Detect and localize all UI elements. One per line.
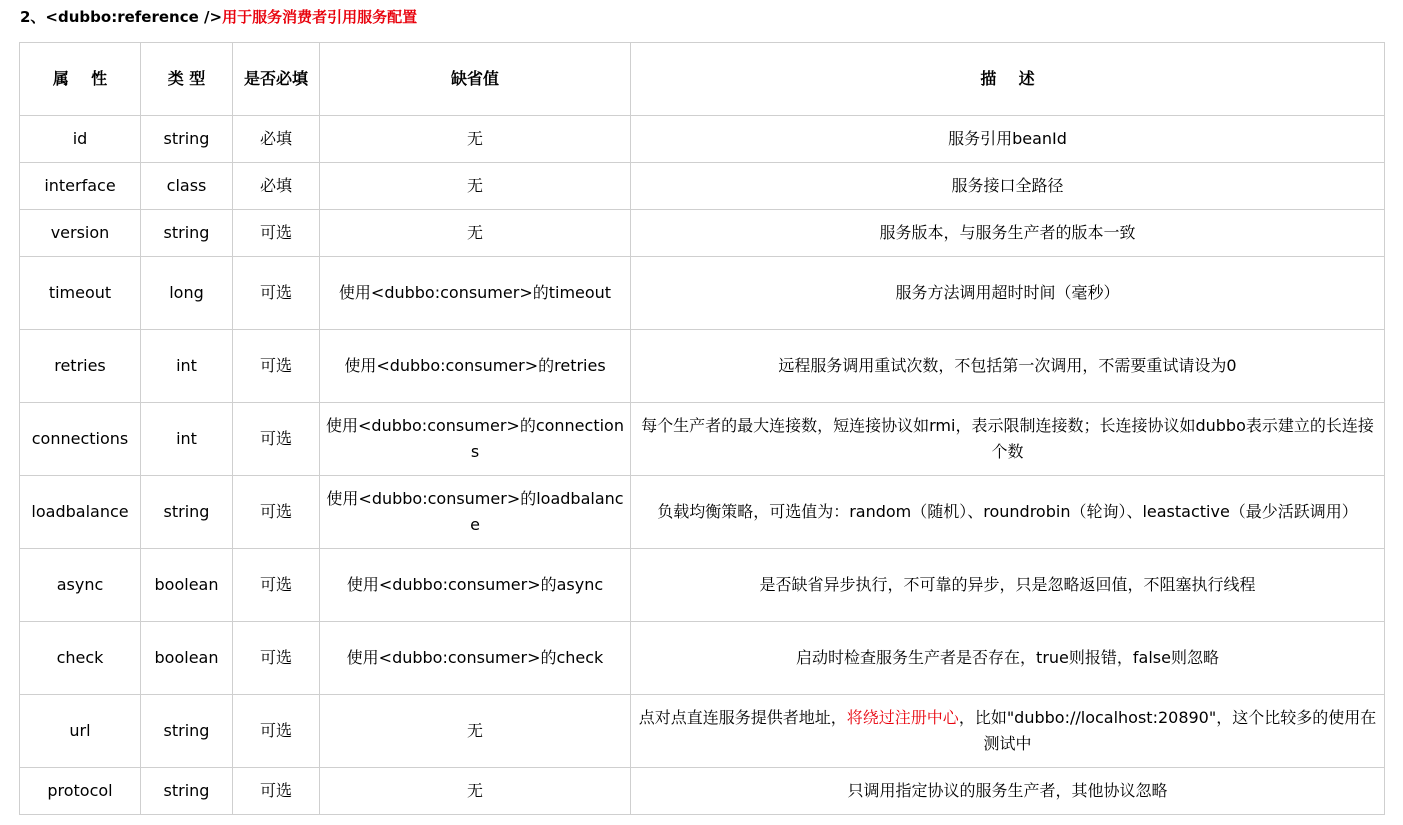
reference-attributes-table xyxy=(19,42,1385,815)
table-row xyxy=(20,257,1385,330)
cell-required: 可选 xyxy=(233,210,320,257)
cell-default: 无 xyxy=(320,210,631,257)
heading-prefix: 2、<dubbo:reference /> xyxy=(20,8,223,26)
table-row xyxy=(20,116,1385,163)
header-default: 缺省值 xyxy=(320,43,631,116)
header-description: 描 述 xyxy=(631,43,1385,116)
cell-type: int xyxy=(141,330,233,403)
cell-type: class xyxy=(141,163,233,210)
cell-required: 可选 xyxy=(233,330,320,403)
cell-default: 无 xyxy=(320,116,631,163)
table-row xyxy=(20,476,1385,549)
section-heading xyxy=(20,6,417,28)
cell-required: 可选 xyxy=(233,257,320,330)
cell-attribute: check xyxy=(20,622,141,695)
header-attribute: 属 性 xyxy=(20,43,141,116)
cell-description: 服务版本，与服务生产者的版本一致 xyxy=(631,210,1385,257)
cell-attribute: version xyxy=(20,210,141,257)
cell-type: boolean xyxy=(141,549,233,622)
table-row xyxy=(20,768,1385,815)
cell-default: 使用<dubbo:consumer>的check xyxy=(320,622,631,695)
table-row xyxy=(20,695,1385,768)
description-highlight: 将绕过注册中心 xyxy=(846,708,959,727)
heading-title: 用于服务消费者引用服务配置 xyxy=(222,8,418,26)
cell-required: 必填 xyxy=(233,163,320,210)
cell-description: 负载均衡策略，可选值为：random（随机）、roundrobin（轮询）、leastactive（最少活跃调用） xyxy=(631,476,1385,549)
cell-type: long xyxy=(141,257,233,330)
cell-required: 可选 xyxy=(233,622,320,695)
cell-description: 启动时检查服务生产者是否存在，true则报错，false则忽略 xyxy=(631,622,1385,695)
cell-attribute: timeout xyxy=(20,257,141,330)
cell-description: 服务引用beanId xyxy=(631,116,1385,163)
cell-type: string xyxy=(141,116,233,163)
header-type: 类 型 xyxy=(141,43,233,116)
cell-attribute: retries xyxy=(20,330,141,403)
cell-required: 可选 xyxy=(233,768,320,815)
cell-type: string xyxy=(141,695,233,768)
table-row xyxy=(20,163,1385,210)
table-header-row xyxy=(20,43,1385,116)
description-text: 点对点直连服务提供者地址， xyxy=(638,708,847,727)
header-required: 是否必填 xyxy=(233,43,320,116)
cell-default: 使用<dubbo:consumer>的connections xyxy=(320,403,631,476)
cell-type: string xyxy=(141,210,233,257)
cell-default: 使用<dubbo:consumer>的retries xyxy=(320,330,631,403)
cell-required: 必填 xyxy=(233,116,320,163)
cell-required: 可选 xyxy=(233,549,320,622)
cell-attribute: protocol xyxy=(20,768,141,815)
cell-description: 服务接口全路径 xyxy=(631,163,1385,210)
cell-default: 使用<dubbo:consumer>的loadbalance xyxy=(320,476,631,549)
cell-attribute: async xyxy=(20,549,141,622)
cell-description: 是否缺省异步执行，不可靠的异步，只是忽略返回值，不阻塞执行线程 xyxy=(631,549,1385,622)
cell-attribute: url xyxy=(20,695,141,768)
cell-default: 无 xyxy=(320,163,631,210)
cell-default: 使用<dubbo:consumer>的async xyxy=(320,549,631,622)
cell-default: 无 xyxy=(320,695,631,768)
cell-description: 只调用指定协议的服务生产者，其他协议忽略 xyxy=(631,768,1385,815)
cell-attribute: interface xyxy=(20,163,141,210)
cell-attribute: loadbalance xyxy=(20,476,141,549)
table-row xyxy=(20,330,1385,403)
cell-type: string xyxy=(141,476,233,549)
cell-type: boolean xyxy=(141,622,233,695)
cell-description: 远程服务调用重试次数，不包括第一次调用，不需要重试请设为0 xyxy=(631,330,1385,403)
cell-description xyxy=(631,695,1385,768)
cell-required: 可选 xyxy=(233,695,320,768)
cell-description: 服务方法调用超时时间（毫秒） xyxy=(631,257,1385,330)
cell-type: int xyxy=(141,403,233,476)
table-row xyxy=(20,403,1385,476)
cell-attribute: connections xyxy=(20,403,141,476)
cell-required: 可选 xyxy=(233,476,320,549)
table-row xyxy=(20,549,1385,622)
cell-description: 每个生产者的最大连接数，短连接协议如rmi，表示限制连接数；长连接协议如dubbo表示建立的长连接个数 xyxy=(631,403,1385,476)
table-row xyxy=(20,210,1385,257)
table-row xyxy=(20,622,1385,695)
cell-type: string xyxy=(141,768,233,815)
cell-default: 无 xyxy=(320,768,631,815)
description-text: ，比如"dubbo://localhost:20890"，这个比较多的使用在测试中 xyxy=(958,708,1377,753)
cell-attribute: id xyxy=(20,116,141,163)
cell-default: 使用<dubbo:consumer>的timeout xyxy=(320,257,631,330)
cell-required: 可选 xyxy=(233,403,320,476)
